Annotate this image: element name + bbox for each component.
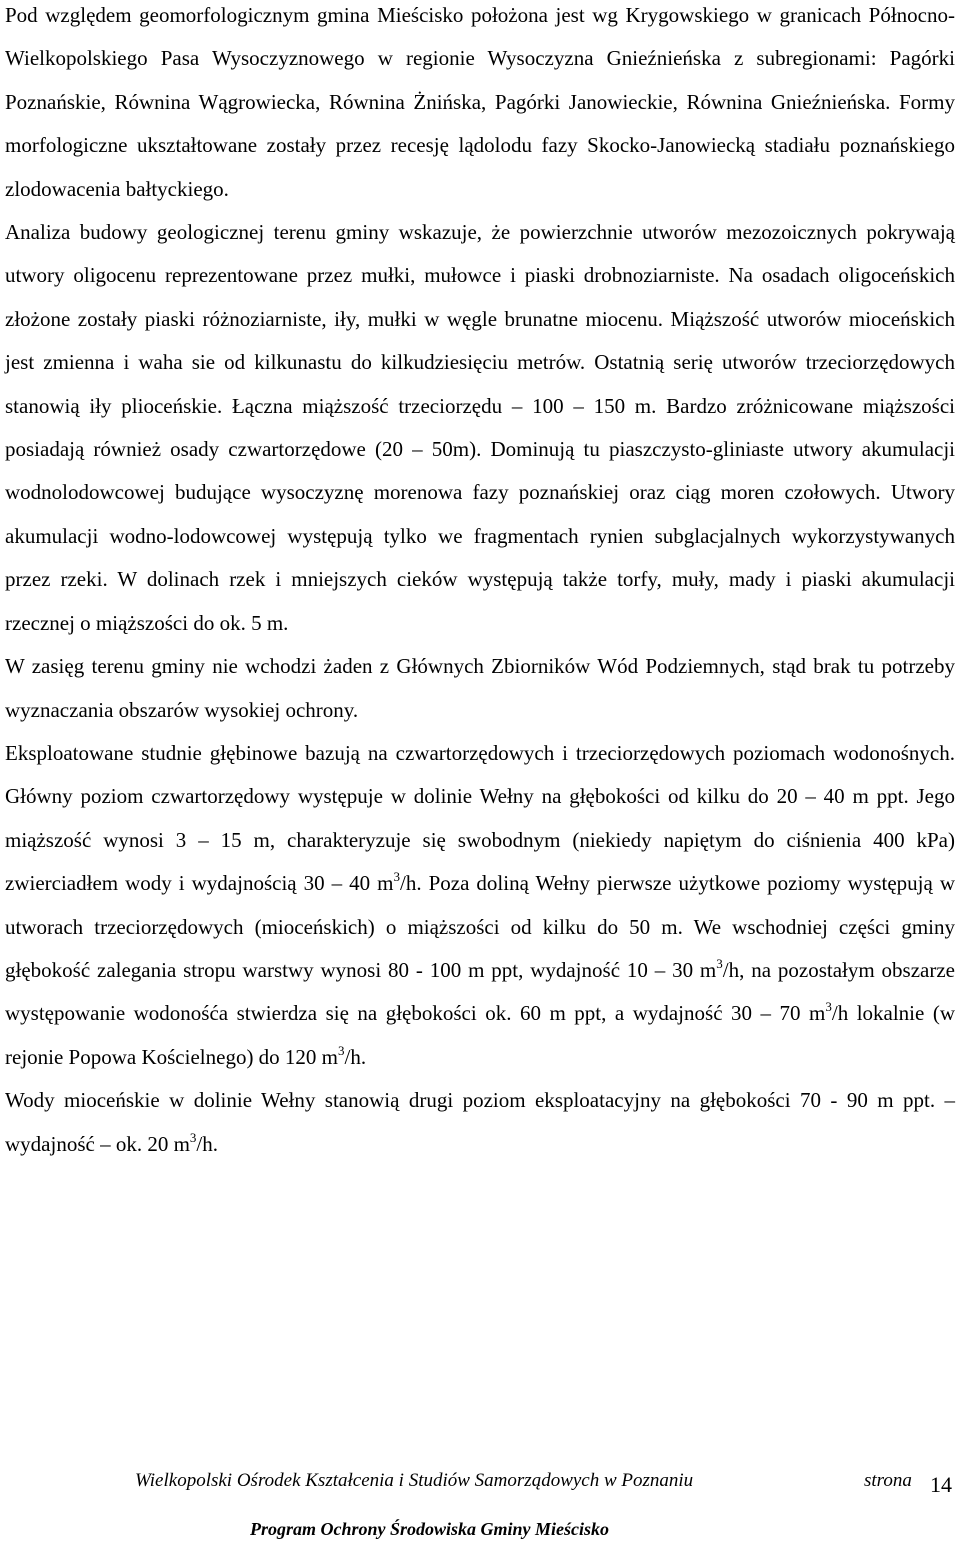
paragraph-text: Eksploatowane studnie głębinowe bazują na czwartorzędowych i trzeciorzędowych poziomach wodonośnych. Główny poziom czwartorzędowy występuje w dolinie Wełny na głębokości od kilku do 20 – 40 m ppt. Jego miąższość wynosi 3 – 15 m, charakteryzuje się swobodnym (niekiedy napiętym do ciśnienia 400 kPa) zwierciadłem wody i wydajnością 30 – 40 m [5, 740, 955, 896]
superscript: 3 [716, 955, 723, 971]
paragraph [5, 645, 955, 732]
superscript: 3 [825, 999, 832, 1015]
paragraph-text: /h lokalnie (w rejonie Popowa Kościelnego) do 120 m [5, 1001, 955, 1069]
paragraph [5, 732, 955, 1079]
paragraph-text: /h. [344, 1044, 367, 1069]
paragraph-text: /h, na pozostałym obszarze występowanie wodonośća stwierdza się na głębokości ok. 60 m ppt, a wydajność 30 – 70 m [5, 957, 955, 1026]
paragraph-text: Pod względem geomorfologicznym gmina Mieścisko położona jest wg Krygowskiego w granicach Północno-Wielkopolskiego Pasa Wysoczyznowego w regionie Wysoczyzna Gnieźnieńska z subregionami: Pagórki Poznańskie, Równina Wągrowiecka, Równina Żnińska, Pagórki Janowieckie, Równina Gnieźnieńska. Formy morfologiczne ukształtowane zostały przez recesję lądolodu fazy Skocko-Janowiecką stadiału poznańskiego zlodowacenia bałtyckiego. [5, 3, 955, 201]
paragraph [5, 1079, 955, 1166]
superscript: 3 [189, 1129, 197, 1145]
paragraph-text: /h. [196, 1131, 218, 1156]
paragraph-text: Analiza budowy geologicznej terenu gminy wskazuje, że powierzchnie utworów mezozoicznych pokrywają utwory oligocenu reprezentowane przez mułki, mułowce i piaski drobnoziarniste. Na osadach oligoceńskich złożone zostały piaski różnoziarniste, iły, mułki w węgle brunatne miocenu. Miąższość utworów mioceńskich jest zmienna i waha sie od kilkunastu do kilkudziesięciu metrów. Ostatnią serię utworów trzeciorzędowych stanowią iły plioceńskie. Łączna miąższość trzeciorzędu – 100 – 150 m. Bardzo zróżnicowane miąższości posiadają również osady czwartorzędowe (20 – 50m). Dominują tu piaszczysto-gliniaste utwory akumulacji wodnolodowcowej budujące wysoczyznę morenowa fazy poznańskiej oraz ciąg moren czołowych. Utwory akumulacji wodno-lodowcowej występują tylko we fragmentach rynien subglacjalnych wykorzystywanych przez rzeki. W dolinach rzek i mniejszych cieków występują także torfy, muły, mady i piaski akumulacji rzecznej o miąższości do ok. 5 m. [5, 220, 955, 635]
footer-institution: Wielkopolski Ośrodek Kształcenia i Studiów Samorządowych w Poznaniu [135, 1470, 694, 1491]
footer-page-label: strona [864, 1470, 912, 1491]
superscript: 3 [393, 869, 400, 885]
paragraph [5, 211, 955, 645]
footer [135, 1470, 960, 1500]
body-text [5, 0, 955, 1166]
paragraph-text: Wody mioceńskie w dolinie Wełny stanowią drugi poziom eksploatacyjny na głębokości 70 - 90 m ppt. – wydajność – ok. 20 m [5, 1088, 955, 1156]
superscript: 3 [338, 1042, 345, 1058]
paragraph [5, 0, 955, 211]
paragraph-text: /h. Poza doliną Wełny pierwsze użytkowe poziomy występują w utworach trzeciorzędowych (mioceńskich) o miąższości od kilku do 50 m. We wschodniej części gminy głębokość zalegania stropu warstwy wynosi 80 - 100 m ppt, wydajność 10 – 30 m [5, 871, 955, 982]
paragraph-text: W zasięg terenu gminy nie wchodzi żaden z Głównych Zbiorników Wód Podziemnych, stąd brak tu potrzeby wyznaczania obszarów wysokiej ochrony. [5, 654, 955, 722]
footer-program-title: Program Ochrony Środowiska Gminy Mieścisko [250, 1519, 610, 1539]
page-number: 14 [930, 1472, 952, 1497]
